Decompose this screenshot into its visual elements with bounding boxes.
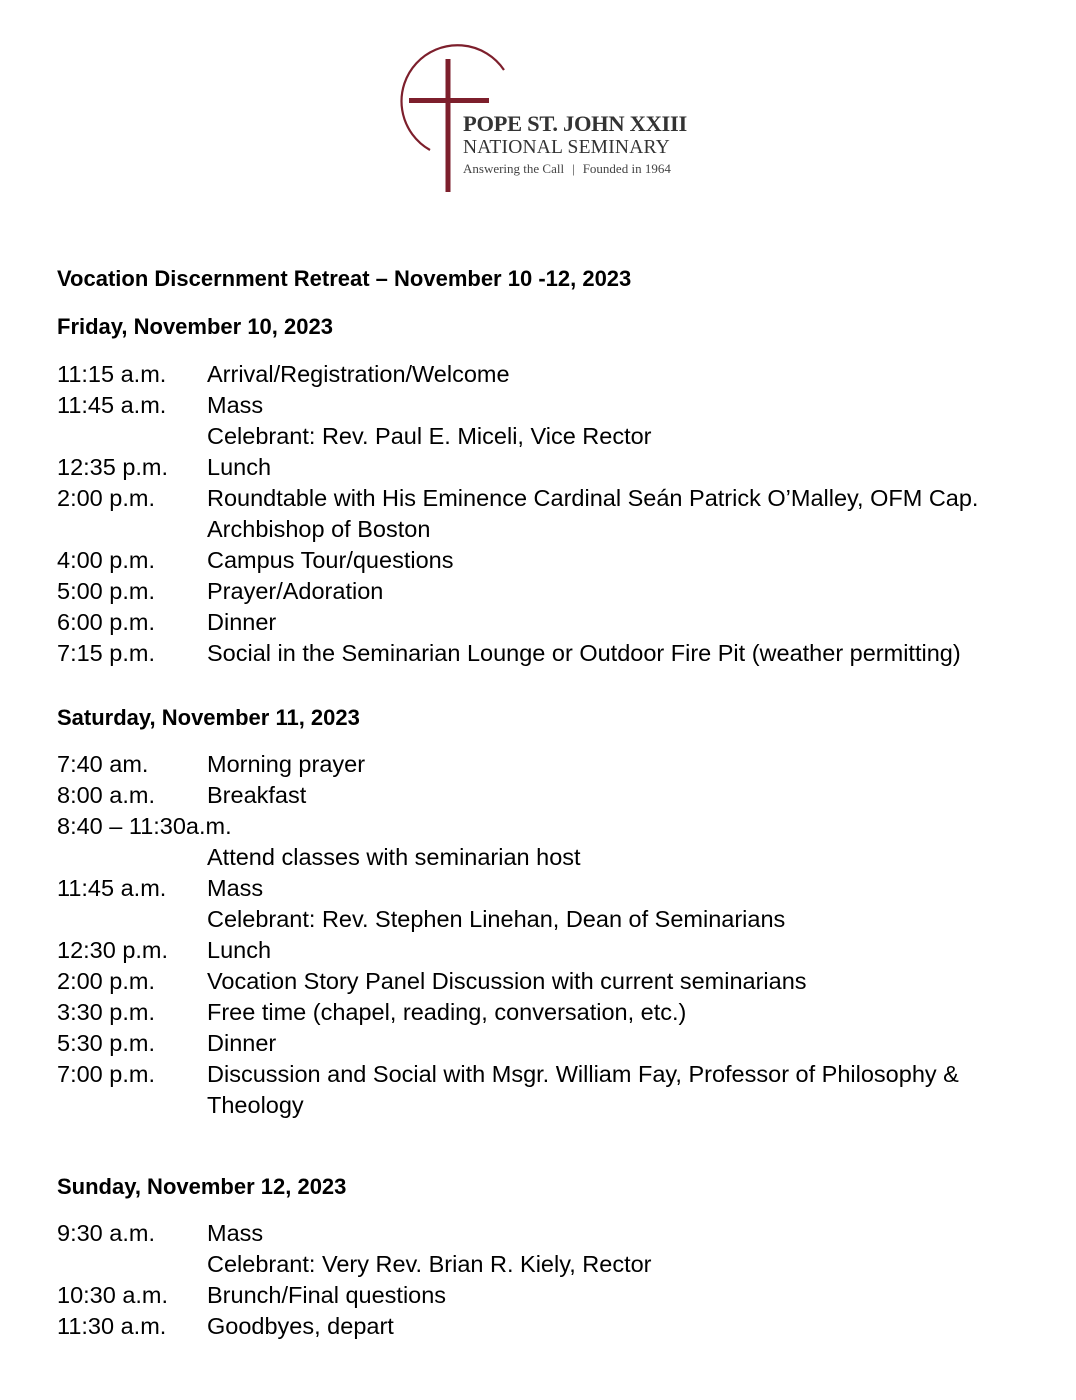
row-event: Celebrant: Rev. Paul E. Miceli, Vice Rector: [207, 423, 652, 449]
row-event: Theology: [207, 1092, 304, 1118]
row-time: 5:30 p.m.: [57, 1030, 155, 1056]
row-event: Celebrant: Very Rev. Brian R. Kiely, Rector: [207, 1251, 652, 1277]
row-event: Attend classes with seminarian host: [207, 844, 581, 870]
row-event: Goodbyes, depart: [207, 1313, 394, 1339]
row-event: Lunch: [207, 454, 272, 480]
row-event: Discussion and Social with Msgr. William Fay, Professor of Philosophy &: [207, 1061, 959, 1087]
row-event: Free time (chapel, reading, conversation, etc.): [207, 999, 687, 1025]
row-event: Campus Tour/questions: [207, 547, 454, 573]
row-event: Dinner: [207, 609, 277, 635]
seminary-logo: [392, 42, 712, 194]
logo-name-line2: NATIONAL SEMINARY: [463, 137, 670, 158]
row-event: Mass: [207, 1220, 264, 1246]
row-time: 12:30 p.m.: [57, 937, 169, 963]
row-event: Mass: [207, 392, 264, 418]
row-time: 7:15 p.m.: [57, 640, 155, 666]
row-time: 11:45 a.m.: [57, 875, 167, 901]
day-heading-saturday: Saturday, November 11, 2023: [57, 705, 360, 730]
row-time: 10:30 a.m.: [57, 1282, 169, 1308]
row-event: Roundtable with His Eminence Cardinal Seán Patrick O’Malley, OFM Cap.: [207, 485, 979, 511]
row-event: Celebrant: Rev. Stephen Linehan, Dean of Seminarians: [207, 906, 786, 932]
row-time: 8:00 a.m.: [57, 782, 155, 808]
day-heading-friday: Friday, November 10, 2023: [57, 314, 333, 339]
day-heading-sunday: Sunday, November 12, 2023: [57, 1174, 347, 1199]
logo-tagline-separator: |: [572, 161, 575, 176]
logo-wordmark: [463, 112, 687, 178]
row-time: 7:00 p.m.: [57, 1061, 155, 1087]
row-time: 9:30 a.m.: [57, 1220, 155, 1246]
row-time: 11:45 a.m.: [57, 392, 167, 418]
row-time: 3:30 p.m.: [57, 999, 155, 1025]
row-event: Morning prayer: [207, 751, 366, 777]
row-event: Dinner: [207, 1030, 277, 1056]
row-event: Lunch: [207, 937, 272, 963]
row-time: 2:00 p.m.: [57, 968, 155, 994]
row-time: 11:30 a.m.: [57, 1313, 167, 1339]
row-time: 7:40 am.: [57, 751, 149, 777]
logo-name-line1: POPE ST. JOHN XXIII: [463, 111, 687, 136]
logo-tagline-left: Answering the Call: [463, 161, 565, 176]
row-event: Arrival/Registration/Welcome: [207, 361, 510, 387]
row-time: 11:15 a.m.: [57, 361, 167, 387]
row-time: 12:35 p.m.: [57, 454, 169, 480]
row-time: 4:00 p.m.: [57, 547, 155, 573]
row-time: 5:00 p.m.: [57, 578, 155, 604]
row-event: Vocation Story Panel Discussion with current seminarians: [207, 968, 807, 994]
row-event: Prayer/Adoration: [207, 578, 384, 604]
logo-tagline-right: Founded in 1964: [582, 161, 671, 176]
row-event: Archbishop of Boston: [207, 516, 431, 542]
row-time: 2:00 p.m.: [57, 485, 155, 511]
row-event: Social in the Seminarian Lounge or Outdoor Fire Pit (weather permitting): [207, 640, 961, 666]
row-event: Mass: [207, 875, 264, 901]
row-event: Brunch/Final questions: [207, 1282, 447, 1308]
logo-tagline: [463, 160, 687, 178]
row-time: 6:00 p.m.: [57, 609, 155, 635]
document-title: Vocation Discernment Retreat – November 10 -12, 2023: [57, 266, 632, 291]
row-time: 8:40 – 11:30a.m.: [57, 813, 232, 839]
row-event: Breakfast: [207, 782, 307, 808]
